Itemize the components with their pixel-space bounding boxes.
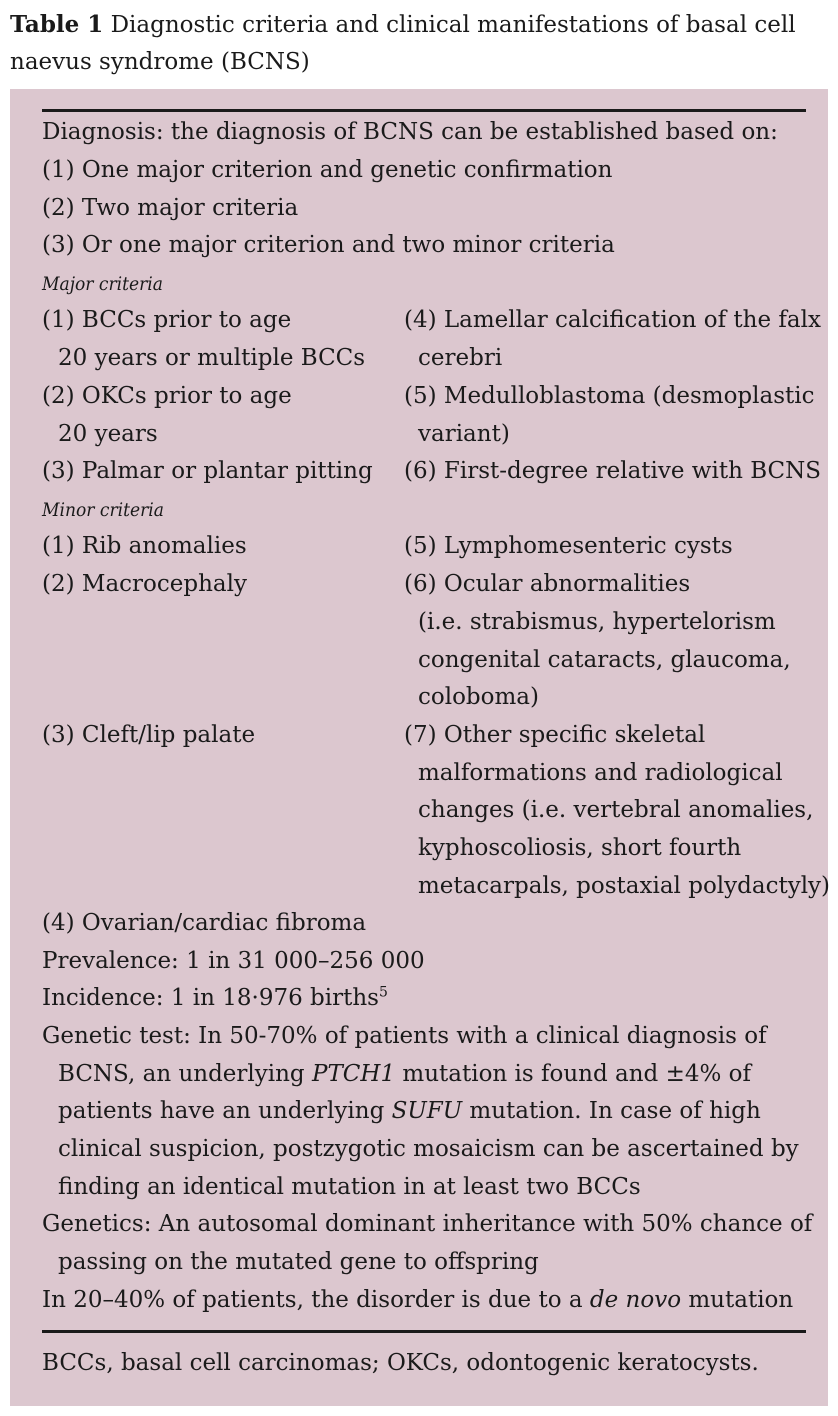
genetic-test-line2-post: mutation is found and ±4% of — [395, 1061, 752, 1087]
major-right-4: (4) Lamellar calcification of the falx — [404, 307, 821, 333]
genetics-line1: Genetics: An autosomal dominant inheritance with 50% chance of — [42, 1211, 813, 1237]
gene-ptch1: PTCH1 — [311, 1061, 396, 1087]
minor-right-7: (7) Other specific skeletal — [404, 722, 706, 748]
de-novo-term: de novo — [589, 1287, 682, 1313]
genetic-test-line3-pre: patients have an underlying — [58, 1098, 392, 1124]
minor-right-7-cont4: metacarpals, postaxial polydactyly) — [418, 873, 831, 899]
genetic-test-line3-post: mutation. In case of high — [462, 1098, 761, 1124]
minor-right-6-cont2: congenital cataracts, glaucoma, — [418, 647, 791, 673]
minor-right-5: (5) Lymphomesenteric cysts — [404, 533, 733, 559]
minor-right-6-cont1: (i.e. strabismus, hypertelorism — [418, 609, 776, 635]
minor-right-6: (6) Ocular abnormalities — [404, 571, 691, 597]
gene-sufu: SUFU — [391, 1098, 463, 1124]
table-panel — [10, 89, 831, 1406]
genetic-test-line1: Genetic test: In 50-70% of patients with a clinical diagnosis of — [42, 1023, 767, 1049]
incidence-ref: 5 — [378, 984, 388, 1001]
minor-left-4: (4) Ovarian/cardiac fibroma — [42, 910, 367, 936]
genetic-test-line4: clinical suspicion, postzygotic mosaicism can be ascertained by — [58, 1136, 799, 1162]
major-right-4-cont: cerebri — [418, 345, 503, 371]
genetic-test-line2-pre: BCNS, an underlying — [58, 1061, 312, 1087]
minor-left-3: (3) Cleft/lip palate — [42, 722, 256, 748]
diagnosis-item-3: (3) Or one major criterion and two minor criteria — [42, 232, 615, 258]
genetics-line2: passing on the mutated gene to offspring — [58, 1249, 539, 1275]
major-left-2-cont: 20 years — [58, 421, 158, 447]
minor-right-7-cont3: kyphoscoliosis, short fourth — [418, 835, 742, 861]
genetics-line3-post: mutation — [681, 1287, 794, 1313]
table-title-line1: Diagnostic criteria and clinical manifestations of basal cell — [110, 12, 796, 38]
genetics-line3-pre: In 20–40% of patients, the disorder is due to a — [42, 1287, 590, 1313]
major-criteria-heading: Major criteria — [42, 273, 163, 295]
major-right-5-cont: variant) — [418, 421, 510, 447]
minor-left-1: (1) Rib anomalies — [42, 533, 247, 559]
genetic-test-line2 — [58, 1061, 751, 1087]
table-footnote: BCCs, basal cell carcinomas; OKCs, odontogenic keratocysts. — [42, 1350, 759, 1376]
minor-left-2: (2) Macrocephaly — [42, 571, 247, 597]
bottom-rule — [42, 1330, 806, 1333]
incidence — [42, 985, 388, 1011]
major-left-3: (3) Palmar or plantar pitting — [42, 458, 373, 484]
genetics-line3 — [42, 1287, 793, 1313]
diagnosis-intro: Diagnosis: the diagnosis of BCNS can be established based on: — [42, 119, 778, 145]
diagnosis-item-1: (1) One major criterion and genetic confirmation — [42, 157, 613, 183]
genetic-test-line3 — [58, 1098, 761, 1124]
minor-right-7-cont1: malformations and radiological — [418, 760, 783, 786]
major-left-2: (2) OKCs prior to age — [42, 383, 292, 409]
incidence-text: Incidence: 1 in 18·976 births — [42, 985, 379, 1011]
diagnosis-item-2: (2) Two major criteria — [42, 195, 299, 221]
major-left-1: (1) BCCs prior to age — [42, 307, 292, 333]
top-rule — [42, 109, 806, 112]
table-title-line2: naevus syndrome (BCNS) — [10, 49, 310, 75]
minor-right-6-cont3: coloboma) — [418, 684, 539, 710]
minor-criteria-heading: Minor criteria — [42, 499, 164, 521]
minor-right-7-cont2: changes (i.e. vertebral anomalies, — [418, 797, 814, 823]
prevalence: Prevalence: 1 in 31 000–256 000 — [42, 948, 425, 974]
major-right-6: (6) First-degree relative with BCNS — [404, 458, 822, 484]
table-caption — [10, 6, 825, 81]
major-right-5: (5) Medulloblastoma (desmoplastic — [404, 383, 815, 409]
table-label: Table 1 — [10, 11, 104, 38]
major-left-1-cont: 20 years or multiple BCCs — [58, 345, 366, 371]
genetic-test-line5: finding an identical mutation in at least two BCCs — [58, 1174, 641, 1200]
